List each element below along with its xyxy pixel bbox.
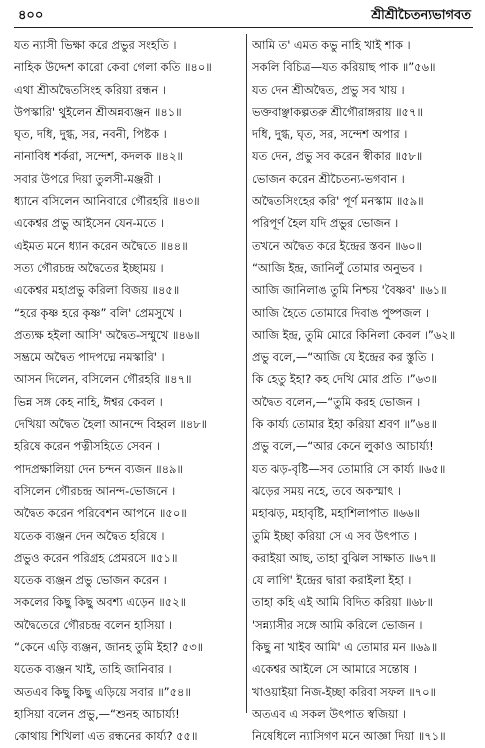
verse-line: এথা শ্রীঅদ্বৈতসিংহ করিয়া রন্ধন । <box>14 82 166 97</box>
header-rule <box>14 27 473 28</box>
verse-line: বসিলেন গৌরচন্দ্র আনন্দ-ভোজনে । <box>14 483 176 498</box>
verse-line: যত ঝড়-বৃষ্টি—সব তোমারি সে কার্য্য ॥৬৫॥ <box>252 461 446 476</box>
verse-line: “আজি ইন্দ্র, জানিলুঁ তোমার অনুভব । <box>252 260 423 275</box>
verse-line: হরিষে করেন পত্নীসহিতে সেবন । <box>14 439 160 454</box>
page-number: ৪০০ <box>18 8 44 23</box>
verse-line: একেশ্বর প্রভু আইসেন যেন-মতে । <box>14 216 164 231</box>
verse-line: যতেক ব্যঞ্জন দেন অদ্বৈত হরিষে । <box>14 528 165 543</box>
verse-line: দেখিয়া অদ্বৈত হৈলা আনন্দে বিহ্বল ॥৪৮॥ <box>14 417 208 432</box>
verse-line: আমি ত' এমত কভু নাহি খাই শাক । <box>252 38 411 52</box>
verse-line: পাদপ্রক্ষালিয়া দেন চন্দন ব্যজন ॥৪৯॥ <box>14 461 183 476</box>
verse-line: সকলি বিচিত্র—যত করিয়াছ পাক ॥”৫৬॥ <box>252 60 436 75</box>
left-column <box>14 34 240 744</box>
verse-line: এইমত মনে ধ্যান করেন অদ্বৈতে ॥৪৪॥ <box>14 238 188 253</box>
verse-line: সম্ভ্রমে অদ্বৈত পাদপদ্মে নমস্কারি' । <box>14 350 165 365</box>
verse-line: যে লাগি' ইন্দ্রের দ্বারা করাইলা ইহা । <box>252 573 412 588</box>
verse-line: যত দেন শ্রীঅদ্বৈত, প্রভু সব খায় । <box>252 82 405 97</box>
verse-line: অদ্বৈতেরে গৌরচন্দ্র বলেন হাসিয়া । <box>14 617 173 632</box>
verse-line: উপস্কারি' থুইলেন শ্রীঅন্নব্যঞ্জন ॥৪১॥ <box>14 104 182 119</box>
right-column <box>252 34 474 744</box>
verse-line: তাহা কহি এই আমি বিদিত করিয়া ॥৬৮॥ <box>252 595 433 610</box>
verse-line: নাহিক উদ্দেশ কারো কেবা গেলা কতি ॥৪০॥ <box>14 60 212 75</box>
verse-line: অদ্বৈতসিংহের করি' পূর্ণ মনস্কাম ॥৫৯॥ <box>252 194 424 209</box>
verse-line: যত ন্যাসী ভিক্ষা করে প্রভুর সংহতি । <box>14 38 177 52</box>
verse-line: ভক্তবাঞ্ছাকল্পতরু শ্রীগৌরাঙ্গরায় ॥৫৭॥ <box>252 104 423 119</box>
verse-line: প্রভুও করেন পরিগ্রহ প্রেমরসে ॥৫১॥ <box>14 550 178 565</box>
verse-line: আজি ইন্দ্র, তুমি মোরে কিনিলা কেবল ।”৬২॥ <box>252 327 456 342</box>
verse-line: প্রভু বলে,—“আজি যে ইন্দ্রের কর স্তুতি । <box>252 350 435 365</box>
verse-line: আসন দিলেন, বসিলেন গৌরহরি ॥৪৭॥ <box>14 372 192 387</box>
verse-line: মহাঝড়, মহাবৃষ্টি, মহাশিলাপাত ॥৬৬॥ <box>252 506 420 521</box>
page-header <box>14 4 473 26</box>
verse-line: সকলের কিছু কিছু অবশ্য এড়েন ॥৫২॥ <box>14 595 187 610</box>
verse-line: খাওয়াইয়া নিজ-ইচ্ছা করিবা সফল ॥৭০॥ <box>252 684 437 699</box>
verse-line: তখনে অদ্বৈত করে ইন্দ্রের স্তবন ॥৬০॥ <box>252 238 423 253</box>
verse-line: ঘৃত, দধি, দুগ্ধ, সর, নবনী, পিষ্টক । <box>14 127 167 142</box>
verse-line: তুমি ইচ্ছা করিয়া সে এ সব উৎপাত । <box>252 528 417 543</box>
verse-line: কি হেতু ইহা? কহ দেখি মোর প্রতি ।”৬৩॥ <box>252 372 438 387</box>
text-columns <box>14 34 473 744</box>
verse-line: অতএব কিছু কিছু এড়িয়ে সবার ॥”৫৪॥ <box>14 684 191 699</box>
verse-line: নানাবিধ শর্করা, সন্দেশ, কদলক ॥৪২॥ <box>14 149 183 164</box>
verse-line: ধ্যানে বসিলেন আনিবারে গৌরহরি ॥৪৩॥ <box>14 194 200 209</box>
verse-line: নিষেধিলে ন্যাসিগণ মনে আজ্ঞা দিয়া ॥৭১॥ <box>252 729 446 744</box>
verse-line: যতেক ব্যঞ্জন প্রভু ভোজন করেন । <box>14 573 167 588</box>
verse-line: করাইয়া আছ, তাহা বুঝিল সাক্ষাত ॥৬৭॥ <box>252 550 436 565</box>
verse-line: প্রত্যক্ষ হইলা আসি' অদ্বৈত-সম্মুখে ॥৪৬॥ <box>14 327 200 342</box>
verse-line: হাসিয়া বলেন প্রভু,—“শুনহ আচার্য্য! <box>14 706 180 721</box>
verse-line: ভিন্ন সঙ্গ কেহ নাহি, ঈশ্বর কেবল । <box>14 394 163 409</box>
verse-line: সবার উপরে দিয়া তুলসী-মঞ্জরী । <box>14 171 161 186</box>
verse-line: ঝড়ের সময় নহে, তবে অকস্মাৎ । <box>252 483 401 498</box>
verse-line: আজি হৈতে তোমারে দিবাঙ পুষ্পজল । <box>252 305 429 320</box>
verse-line: প্রভু বলে,—“আর কেনে লুকাও আচার্য্য! <box>252 439 434 454</box>
running-title: শ্রীশ্রীচৈতন্যভাগবত <box>371 8 471 23</box>
verse-line: “হরে কৃষ্ণ হরে কৃষ্ণ” বলি' প্রেমসুখে । <box>14 305 182 320</box>
verse-line: “কেনে এড়ি ব্যঞ্জন, জানহ তুমি ইহা? ৫৩॥ <box>14 640 204 655</box>
verse-line: আজি জানিলাঙ তুমি নিশ্চয় 'বৈষ্ণব' ॥৬১॥ <box>252 283 447 298</box>
verse-line: কি কার্য্য তোমার ইহা করিয়া শ্রবণ ॥”৬৪॥ <box>252 417 438 432</box>
verse-line: অদ্বৈত বলেন,—“তুমি করহ ভোজন । <box>252 394 421 409</box>
verse-line: অদ্বৈত করেন পরিবেশন আপনে ॥৫০॥ <box>14 506 187 521</box>
verse-line: কিছু না খাইব আমি' এ তোমার মন ॥৬৯॥ <box>252 640 438 655</box>
verse-line: পরিপূর্ণ হৈল যদি প্রভুর ভোজন । <box>252 216 399 231</box>
verse-line: একেশ্বর মহাপ্রভু করিলা বিজয় ॥৪৫॥ <box>14 283 180 298</box>
verse-line: দধি, দুগ্ধ, ঘৃত, সর, সন্দেশ অপার । <box>252 127 408 142</box>
verse-line: যতেক ব্যঞ্জন খাই, তাহি জানিবার । <box>14 662 172 677</box>
verse-line: কোথায় শিখিলা এত রন্ধনের কার্য্য? ৫৫॥ <box>14 729 198 744</box>
verse-line: অতএব এ সকল উৎপাত স্বজিয়া । <box>252 706 406 721</box>
verse-line: যত দেন, প্রভু সব করেন স্বীকার ॥৫৮॥ <box>252 149 423 164</box>
verse-line: ভোজন করেন শ্রীচৈতন্য-ভগবান । <box>252 171 405 186</box>
verse-line: 'সন্ন্যাসীর সঙ্গে আমি করিলে ভোজন । <box>252 617 423 632</box>
verse-line: একেশ্বর আইলে সে আমারে সন্তোষ । <box>252 662 417 677</box>
verse-line: সত্য গৌরচন্দ্র অদ্বৈতের ইচ্ছাময় । <box>14 260 164 275</box>
